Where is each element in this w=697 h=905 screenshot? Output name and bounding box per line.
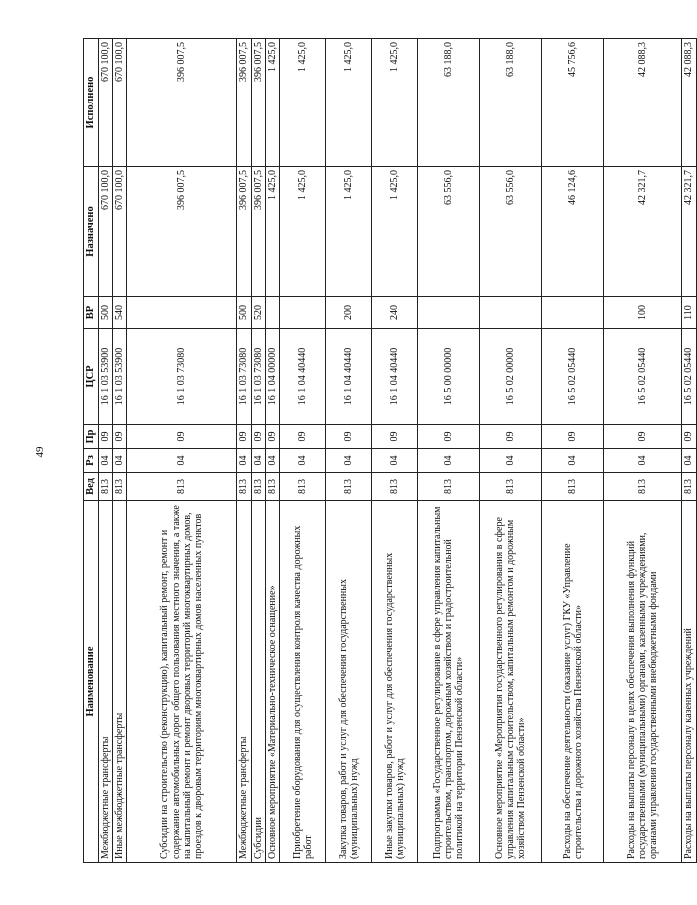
cell-assigned: 42 321,7 xyxy=(604,167,682,297)
cell-ved: 813 xyxy=(251,473,265,501)
column-header: Пр xyxy=(84,425,99,449)
cell-name: Расходы на выплаты персоналу казенных учреждений xyxy=(682,501,696,863)
table-row xyxy=(98,39,112,863)
column-header: Рз xyxy=(84,449,99,473)
cell-pr: 09 xyxy=(127,425,237,449)
cell-vr xyxy=(480,297,542,329)
cell-ved: 813 xyxy=(127,473,237,501)
cell-rz: 04 xyxy=(418,449,480,473)
cell-name: Субсидии xyxy=(251,501,265,863)
cell-name: Межбюджетные трансферты xyxy=(237,501,251,863)
cell-csr: 16 1 03 53900 xyxy=(113,329,127,425)
table-row xyxy=(237,39,251,863)
cell-rz: 04 xyxy=(98,449,112,473)
cell-rz: 04 xyxy=(326,449,372,473)
table-row xyxy=(266,39,280,863)
cell-vr: 520 xyxy=(251,297,265,329)
table-row xyxy=(682,39,696,863)
cell-assigned: 46 124,6 xyxy=(542,167,604,297)
cell-pr: 09 xyxy=(98,425,112,449)
table-header-row xyxy=(84,39,99,863)
cell-assigned: 63 556,0 xyxy=(480,167,542,297)
cell-name: Иные закупки товаров, работ и услуг для обеспечения государственных (муниципальных) нужд xyxy=(372,501,418,863)
cell-rz: 04 xyxy=(604,449,682,473)
cell-csr: 16 1 04 00000 xyxy=(266,329,280,425)
cell-rz: 04 xyxy=(372,449,418,473)
cell-assigned: 42 321,7 xyxy=(682,167,696,297)
table-row xyxy=(280,39,326,863)
cell-executed: 63 188,0 xyxy=(480,39,542,167)
cell-assigned: 396 007,5 xyxy=(127,167,237,297)
cell-rz: 04 xyxy=(266,449,280,473)
cell-vr xyxy=(127,297,237,329)
cell-assigned: 670 100,0 xyxy=(113,167,127,297)
cell-vr: 100 xyxy=(604,297,682,329)
cell-vr xyxy=(266,297,280,329)
page-number: 49 xyxy=(34,446,46,458)
cell-assigned: 396 007,5 xyxy=(237,167,251,297)
table-row xyxy=(113,39,127,863)
cell-executed: 42 088,3 xyxy=(682,39,696,167)
cell-executed: 396 007,5 xyxy=(237,39,251,167)
cell-name: Закупка товаров, работ и услуг для обеспечения государственных (муниципальных) нужд xyxy=(326,501,372,863)
cell-assigned: 63 556,0 xyxy=(418,167,480,297)
cell-ved: 813 xyxy=(542,473,604,501)
cell-rz: 04 xyxy=(237,449,251,473)
cell-name: Расходы на обеспечение деятельности (оказание услуг) ГКУ «Управление строительства и дорожного хозяйства Пензенской области» xyxy=(542,501,604,863)
cell-ved: 813 xyxy=(237,473,251,501)
cell-rz: 04 xyxy=(127,449,237,473)
rotated-page-content xyxy=(83,39,695,863)
cell-vr: 500 xyxy=(98,297,112,329)
column-header: Вед xyxy=(84,473,99,501)
cell-executed: 1 425,0 xyxy=(326,39,372,167)
cell-vr xyxy=(542,297,604,329)
column-header: Назначено xyxy=(84,167,99,297)
cell-pr: 09 xyxy=(266,425,280,449)
cell-vr xyxy=(280,297,326,329)
cell-pr: 09 xyxy=(280,425,326,449)
table-row xyxy=(372,39,418,863)
cell-csr: 16 1 03 73080 xyxy=(127,329,237,425)
cell-assigned: 1 425,0 xyxy=(280,167,326,297)
table-row xyxy=(251,39,265,863)
column-header: Наименование xyxy=(84,501,99,863)
table-row xyxy=(418,39,480,863)
cell-executed: 1 425,0 xyxy=(280,39,326,167)
cell-name: Подпрограмма «Государственное регулирование в сфере управления капитальным строительством, транспортом, дорожным хозяйством и градостроительной политикой на территории Пензенской области» xyxy=(418,501,480,863)
cell-rz: 04 xyxy=(251,449,265,473)
cell-assigned: 396 007,5 xyxy=(251,167,265,297)
cell-csr: 16 1 04 40440 xyxy=(280,329,326,425)
cell-pr: 09 xyxy=(251,425,265,449)
budget-table xyxy=(83,38,697,863)
cell-executed: 63 188,0 xyxy=(418,39,480,167)
cell-ved: 813 xyxy=(280,473,326,501)
cell-ved: 813 xyxy=(604,473,682,501)
cell-name: Межбюджетные трансферты xyxy=(98,501,112,863)
cell-csr: 16 1 03 53900 xyxy=(98,329,112,425)
table-row xyxy=(604,39,682,863)
cell-executed: 42 088,3 xyxy=(604,39,682,167)
cell-name: Расходы на выплаты персоналу в целях обеспечения выполнения функций государственными (муниципальными) органами, казенными учреждениями, органами управления государственными внебюджетными фондами xyxy=(604,501,682,863)
cell-csr: 16 1 03 73080 xyxy=(237,329,251,425)
cell-pr: 09 xyxy=(682,425,696,449)
cell-vr: 240 xyxy=(372,297,418,329)
cell-csr: 16 1 04 40440 xyxy=(326,329,372,425)
column-header: ВР xyxy=(84,297,99,329)
cell-name: Основное мероприятие «Материально-техническое оснащение» xyxy=(266,501,280,863)
cell-vr: 500 xyxy=(237,297,251,329)
cell-executed: 670 100,0 xyxy=(98,39,112,167)
cell-csr: 16 5 00 00000 xyxy=(418,329,480,425)
cell-vr: 200 xyxy=(326,297,372,329)
cell-rz: 04 xyxy=(682,449,696,473)
cell-executed: 670 100,0 xyxy=(113,39,127,167)
column-header: ЦСР xyxy=(84,329,99,425)
cell-name: Приобретение оборудования для осуществления контроля качества дорожных работ xyxy=(280,501,326,863)
cell-executed: 396 007,5 xyxy=(127,39,237,167)
cell-assigned: 670 100,0 xyxy=(98,167,112,297)
cell-csr: 16 1 03 73080 xyxy=(251,329,265,425)
cell-csr: 16 5 02 00000 xyxy=(480,329,542,425)
table-row xyxy=(326,39,372,863)
cell-rz: 04 xyxy=(113,449,127,473)
cell-rz: 04 xyxy=(480,449,542,473)
cell-pr: 09 xyxy=(237,425,251,449)
cell-ved: 813 xyxy=(480,473,542,501)
cell-executed: 45 756,6 xyxy=(542,39,604,167)
cell-rz: 04 xyxy=(280,449,326,473)
cell-assigned: 1 425,0 xyxy=(266,167,280,297)
cell-executed: 396 007,5 xyxy=(251,39,265,167)
cell-pr: 09 xyxy=(372,425,418,449)
cell-executed: 1 425,0 xyxy=(372,39,418,167)
cell-pr: 09 xyxy=(326,425,372,449)
cell-assigned: 1 425,0 xyxy=(372,167,418,297)
cell-ved: 813 xyxy=(418,473,480,501)
cell-ved: 813 xyxy=(98,473,112,501)
cell-assigned: 1 425,0 xyxy=(326,167,372,297)
cell-csr: 16 5 02 05440 xyxy=(682,329,696,425)
cell-csr: 16 5 02 05440 xyxy=(542,329,604,425)
cell-vr: 540 xyxy=(113,297,127,329)
cell-ved: 813 xyxy=(266,473,280,501)
cell-ved: 813 xyxy=(113,473,127,501)
cell-pr: 09 xyxy=(418,425,480,449)
cell-rz: 04 xyxy=(542,449,604,473)
table-row xyxy=(542,39,604,863)
cell-name: Иные межбюджетные трансферты xyxy=(113,501,127,863)
cell-name: Основное мероприятие «Мероприятия государственного регулирования в сфере управления капитальным строительством, капитальным ремонтом и дорожным хозяйством Пензенской области» xyxy=(480,501,542,863)
cell-csr: 16 5 02 05440 xyxy=(604,329,682,425)
cell-pr: 09 xyxy=(113,425,127,449)
cell-ved: 813 xyxy=(372,473,418,501)
table-body xyxy=(98,39,696,863)
cell-ved: 813 xyxy=(326,473,372,501)
cell-pr: 09 xyxy=(542,425,604,449)
column-header: Исполнено xyxy=(84,39,99,167)
cell-pr: 09 xyxy=(480,425,542,449)
cell-name: Субсидии на строительство (реконструкцию), капитальный ремонт, ремонт и содержание автомобильных дорог общего пользования местного значения, а также на капитальный ремонт и ремонт дворовых территорий многоквартирных домов, проездов к дворовым территориям многоквартирных домов населенных пунктов xyxy=(127,501,237,863)
cell-ved: 813 xyxy=(682,473,696,501)
cell-vr xyxy=(418,297,480,329)
table-row xyxy=(127,39,237,863)
table-row xyxy=(480,39,542,863)
cell-csr: 16 1 04 40440 xyxy=(372,329,418,425)
cell-vr: 110 xyxy=(682,297,696,329)
cell-pr: 09 xyxy=(604,425,682,449)
cell-executed: 1 425,0 xyxy=(266,39,280,167)
